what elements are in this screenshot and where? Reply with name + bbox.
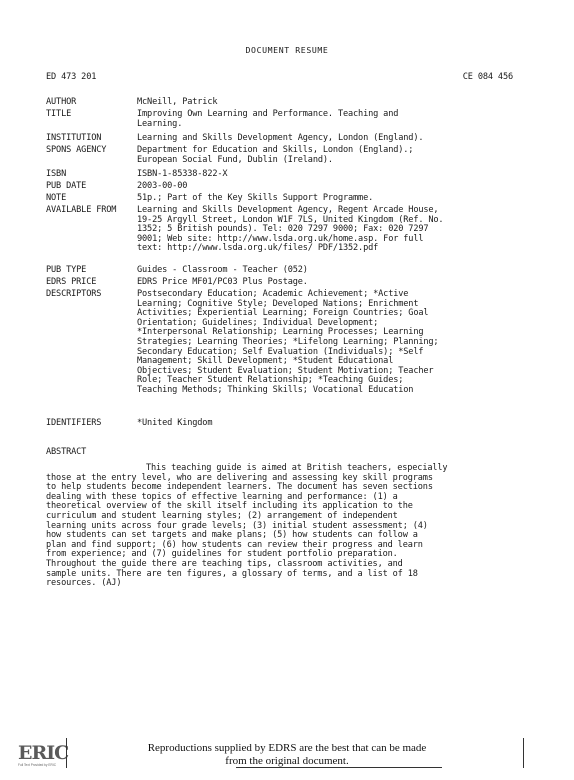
field-label: PUB DATE bbox=[46, 181, 87, 191]
reproduction-notice-line2: from the original document. bbox=[225, 755, 349, 767]
field-value: *United Kingdom bbox=[137, 418, 213, 428]
field-label: IDENTIFIERS bbox=[46, 418, 102, 428]
ed-number: ED 473 201 bbox=[46, 72, 97, 82]
field-value: Department for Education and Skills, London (England).; European Social Fund, Dublin (Ireland). bbox=[137, 145, 414, 165]
field-value: Learning and Skills Development Agency, Regent Arcade House, 19-25 Argyll Street, London W1F 7LS, United Kingdom (Ref. No. 1352; 5 British pounds). Tel: 020 7297 9000; Fax: 020 7297 9001; Web site: http://www.lsda.org.uk/home.asp. For full text: http://www.lsda.org.uk/files/ PDF/1352.pdf bbox=[137, 205, 444, 254]
reproduction-notice-line1: Reproductions supplied by EDRS are the best that can be made bbox=[147, 742, 427, 754]
eric-logo-subtext: Full Text Provided by ERIC bbox=[18, 763, 57, 767]
abstract-text: This teaching guide is aimed at British teachers, especially those at the entry level, who are delivering and assessing key skill programs to help students become independent learners. The document has seven sections dealing with these topics of effective learning and performance: (1) a theoretical overview of the skill itself including its application to the curriculum and student learning styles; (2) arrangement of independent learning units across four grade levels; (3) initial student assessment; (4) how students can set targets and make plans; (5) how students can follow a plan and find support; (6) how students can review their progress and learn from experience; and (7) guidelines for student portfolio preparation. Throughout the guide there are teaching tips, classroom activities, and sample units. There are ten figures, a glossary of terms, and a list of 18 resources. (AJ) bbox=[46, 463, 448, 589]
field-label: INSTITUTION bbox=[46, 133, 102, 143]
field-value: ISBN-1-85338-822-X bbox=[137, 169, 228, 179]
field-value: Guides - Classroom - Teacher (052) bbox=[137, 265, 308, 275]
field-value: Learning and Skills Development Agency, London (England). bbox=[137, 133, 424, 143]
field-value: 2003-00-00 bbox=[137, 181, 188, 191]
document-title: DOCUMENT RESUME bbox=[245, 45, 329, 55]
field-label: TITLE bbox=[46, 109, 72, 119]
field-label: AVAILABLE FROM bbox=[46, 205, 117, 215]
field-label: PUB TYPE bbox=[46, 265, 87, 275]
field-value: EDRS Price MF01/PC03 Plus Postage. bbox=[137, 277, 308, 287]
field-value: McNeill, Patrick bbox=[137, 97, 218, 107]
divider bbox=[236, 767, 442, 768]
field-label: NOTE bbox=[46, 193, 67, 203]
field-label: AUTHOR bbox=[46, 97, 77, 107]
abstract-label: ABSTRACT bbox=[46, 447, 87, 457]
field-value: 51p.; Part of the Key Skills Support Programme. bbox=[137, 193, 374, 203]
field-value: Improving Own Learning and Performance. Teaching and Learning. bbox=[137, 109, 399, 129]
ce-number: CE 084 456 bbox=[462, 72, 513, 82]
field-label: ISBN bbox=[46, 169, 67, 179]
field-label: DESCRIPTORS bbox=[46, 289, 102, 299]
field-label: EDRS PRICE bbox=[46, 277, 97, 287]
eric-logo-text: ERIC bbox=[18, 742, 69, 764]
field-label: SPONS AGENCY bbox=[46, 145, 107, 155]
field-value: Postsecondary Education; Academic Achievement; *Active Learning; Cognitive Style; Developed Nations; Enrichment Activities; Experiential Learning; Foreign Countries; Goal Orientation; Guidelines; Individual Development; *Interpersonal Relationship; Learning Processes; Learning Strategies; Learning Theories; *Lifelong Learning; Planning; Secondary Education; Self Evaluation (Individuals); *Self Management; Skill Development; *Student Educational Objectives; Student Evaluation; Student Motivation; Teacher Role; Teacher Student Relationship; *Teaching Guides; Teaching Methods; Thinking Skills; Vocational Education bbox=[137, 289, 439, 395]
